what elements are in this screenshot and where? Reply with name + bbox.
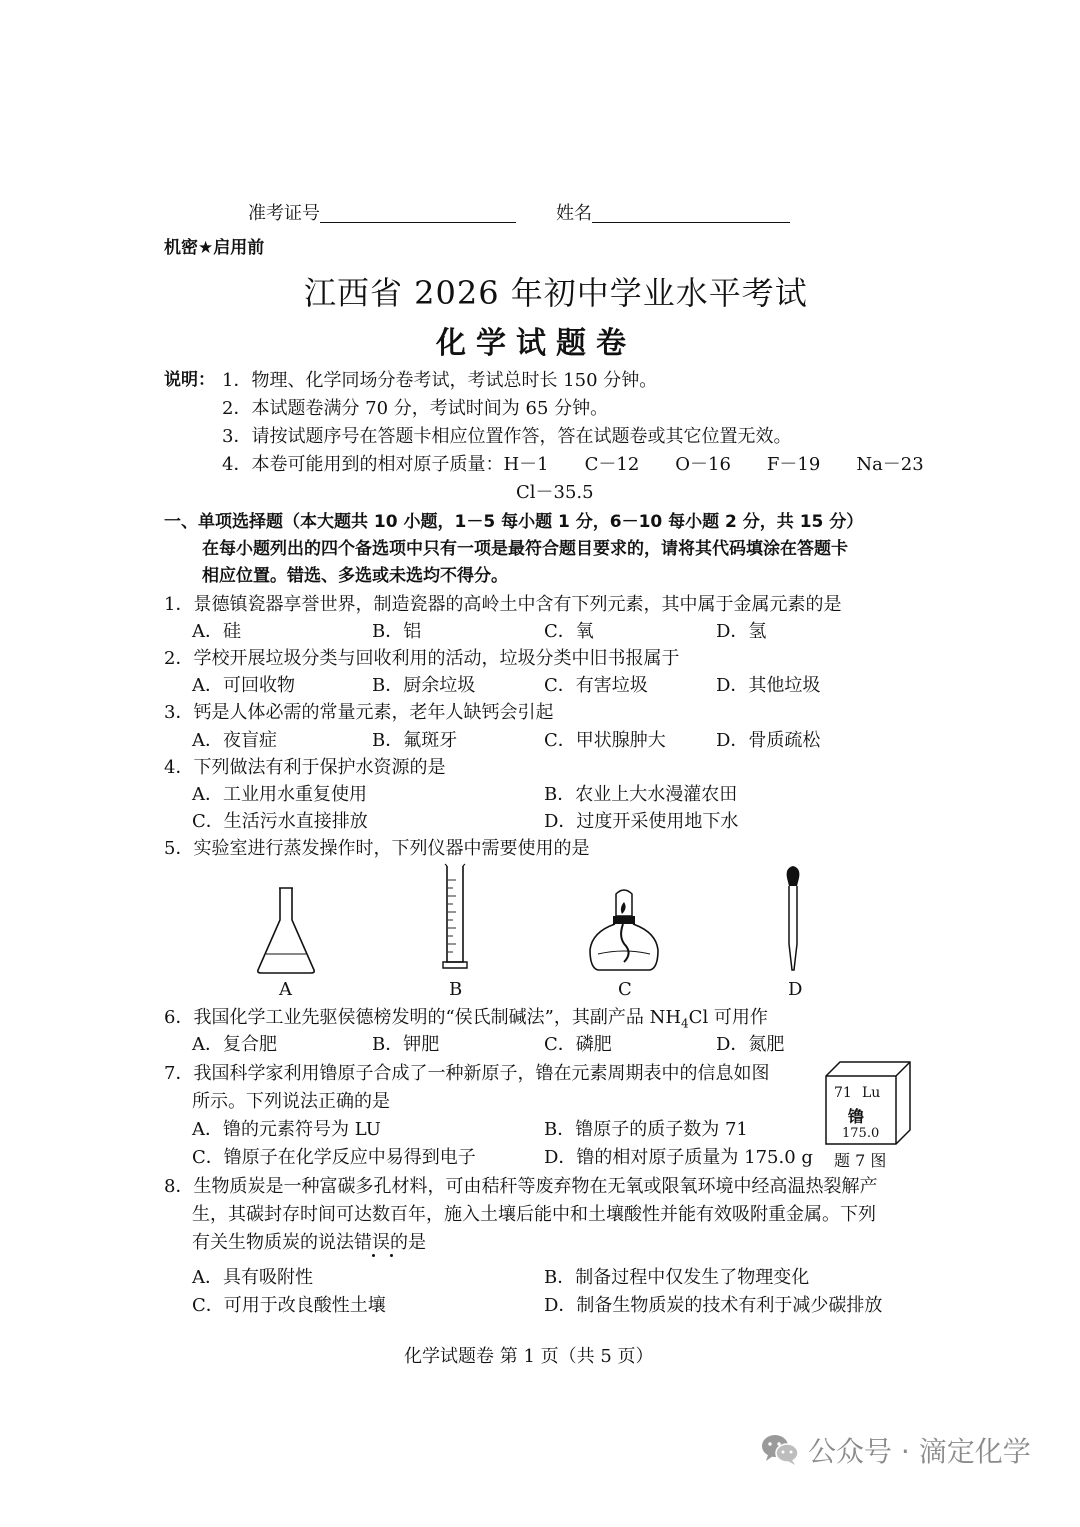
q6-option-c: C．磷肥 [544,1034,612,1055]
q7-stem-cont: 所示。下列说法正确的是 [192,1091,390,1112]
q4-option-b: B．农业上大水漫灌农田 [544,784,738,805]
q8-option-c: C．可用于改良酸性土壤 [192,1295,386,1316]
element-number: 71 [834,1085,852,1101]
q6-stem [164,1009,768,1030]
q6-option-a: A．复合肥 [192,1034,277,1055]
instruction-item-cont: Cl－35.5 [516,482,594,503]
alcohol-lamp-icon [586,888,662,974]
q6-stem-subscript: 4 [681,1016,689,1031]
exam-id-label: 准考证号 [248,203,320,224]
name-row [556,204,790,223]
q5-stem: 5．实验室进行蒸发操作时，下列仪器中需要使用的是 [164,838,590,859]
q5-label-b: B [449,979,463,1000]
section-desc: 在每小题列出的四个备选项中只有一项是最符合题目要求的，请将其代码填涂在答题卡 [202,539,848,559]
conical-flask-icon [254,884,318,976]
q6-stem-text: 6．我国化学工业先驱侯德榜发明的“侯氏制碱法”，其副产品 NH [164,1007,682,1028]
q2-stem: 2．学校开展垃圾分类与回收利用的活动，垃圾分类中旧书报属于 [164,648,680,669]
exam-id-blank [320,204,516,223]
q6-stem-text-end: Cl 可用作 [688,1007,768,1028]
figure-caption: 题 7 图 [834,1151,887,1170]
element-mass: 175.0 [842,1126,880,1141]
page-subtitle: 化学试题卷 [436,326,636,361]
q1-option-a: A．硅 [192,621,241,642]
emphasis-dot [390,1254,393,1257]
instructions-label: 说明： [164,370,215,390]
lu-element-card [824,1060,912,1146]
q2-option-c: C．有害垃圾 [544,675,648,696]
page-footer: 化学试题卷 第 1 页（共 5 页） [404,1346,654,1367]
q2-option-d: D．其他垃圾 [716,675,821,696]
watermark [760,1430,1031,1470]
wechat-icon [760,1433,800,1467]
q8-stem: 8．生物质炭是一种富碳多孔材料，可由秸秆等废弃物在无氧或限氧环境中经高温热裂解产 [164,1176,878,1197]
dropper-icon [782,864,804,974]
element-symbol: Lu [862,1085,881,1101]
q8-option-a: A．具有吸附性 [192,1267,313,1288]
q7-option-b: B．镥原子的质子数为 71 [544,1119,748,1140]
q3-option-c: C．甲状腺肿大 [544,730,666,751]
q4-option-c: C．生活污水直接排放 [192,811,368,832]
instruction-item: 2．本试题卷满分 70 分，考试时间为 65 分钟。 [222,398,609,419]
q6-option-d: D．氮肥 [716,1034,785,1055]
q5-label-c: C [618,979,632,1000]
instruction-item: 1．物理、化学同场分卷考试，考试总时长 150 分钟。 [222,370,658,391]
page-title: 江西省 2026 年初中学业水平考试 [304,274,808,312]
q8-option-d: D．制备生物质炭的技术有利于减少碳排放 [544,1295,883,1316]
name-label: 姓名 [556,203,592,224]
q8-stem-cont: 有关生物质炭的说法错误的是 [192,1232,426,1253]
q4-option-a: A．工业用水重复使用 [192,784,367,805]
q3-stem: 3．钙是人体必需的常量元素，老年人缺钙会引起 [164,702,554,723]
element-name: 镥 [848,1107,865,1126]
emphasis-dot [372,1254,375,1257]
q5-label-d: D [788,979,803,1000]
graduated-cylinder-icon [438,862,472,974]
q7-stem: 7．我国科学家利用镥原子合成了一种新原子，镥在元素周期表中的信息如图 [164,1063,770,1084]
watermark-text: 公众号 · 滴定化学 [808,1435,1031,1468]
q3-option-a: A．夜盲症 [192,730,277,751]
exam-id-row [248,204,516,223]
q8-stem-cont: 生，其碳封存时间可达数百年，施入土壤后能中和土壤酸性并能有效吸附重金属。下列 [192,1204,876,1225]
q1-option-c: C．氧 [544,621,594,642]
q2-option-a: A．可回收物 [192,675,295,696]
q8-option-b: B．制备过程中仅发生了物理变化 [544,1267,810,1288]
q1-option-d: D．氢 [716,621,767,642]
q7-option-c: C．镥原子在化学反应中易得到电子 [192,1147,476,1168]
q3-option-d: D．骨质疏松 [716,730,821,751]
section-desc: 相应位置。错选、多选或未选均不得分。 [202,566,508,586]
section-heading: 一、单项选择题（本大题共 10 小题，1－5 每小题 1 分，6－10 每小题 2 分，共 15 分） [164,512,864,532]
q1-stem: 1．景德镇瓷器享誉世界，制造瓷器的高岭土中含有下列元素，其中属于金属元素的是 [164,594,842,615]
secret-mark: 机密★启用前 [164,238,265,258]
instruction-item: 4．本卷可能用到的相对原子质量：H－1 C－12 O－16 F－19 Na－23 [222,454,924,475]
q7-option-a: A．镥的元素符号为 LU [192,1119,381,1140]
instruction-item: 3．请按试题序号在答题卡相应位置作答，答在试题卷或其它位置无效。 [222,426,792,447]
q1-option-b: B．铝 [372,621,422,642]
q7-option-d: D．镥的相对原子质量为 175.0 g [544,1147,813,1168]
q2-option-b: B．厨余垃圾 [372,675,476,696]
name-blank [592,204,790,223]
q6-option-b: B．钾肥 [372,1034,440,1055]
q5-label-a: A [279,979,292,1000]
q4-option-d: D．过度开采使用地下水 [544,811,739,832]
q4-stem: 4．下列做法有利于保护水资源的是 [164,757,446,778]
q3-option-b: B．氟斑牙 [372,730,458,751]
